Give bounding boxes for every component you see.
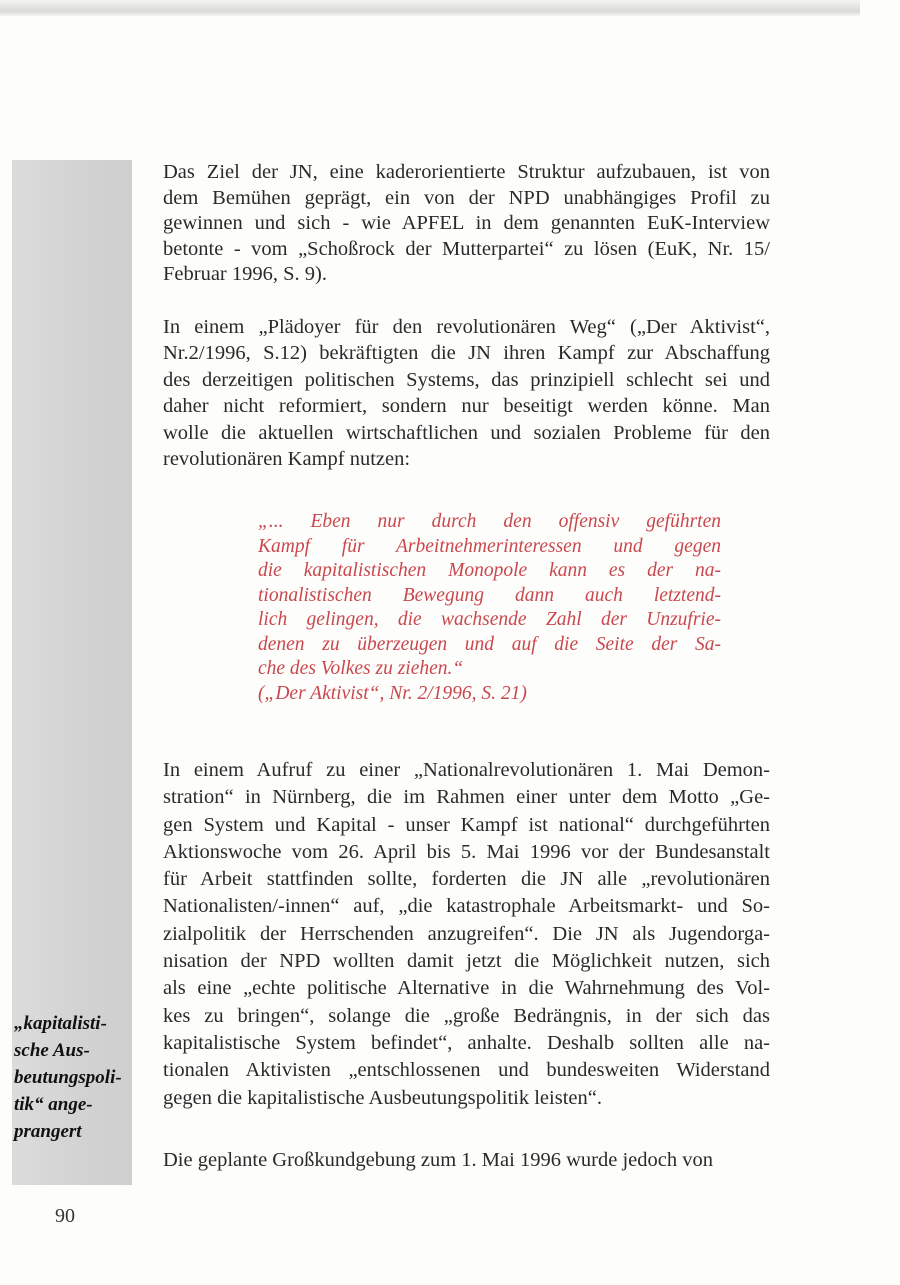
scan-edge <box>0 0 860 16</box>
block-quote <box>258 510 721 706</box>
text-line: zialpolitik der Herrschenden anzugreifen“. Die JN als Jugendorga- <box>163 922 770 945</box>
text-line: denen zu überzeugen und auf die Seite der Sa- <box>258 633 721 655</box>
text-line: Die geplante Großkundgebung zum 1. Mai 1996 wurde jedoch von <box>163 1149 713 1171</box>
text-line: wolle die aktuellen wirtschaftlichen und sozialen Probleme für den <box>163 421 770 444</box>
text-line: des derzeitigen politischen Systems, das prinzipiell schlecht sei und <box>163 368 770 391</box>
text-line: stration“ in Nürnberg, die im Rahmen einer unter dem Motto „Ge- <box>163 786 770 809</box>
text-line: dem Bemühen geprägt, ein von der NPD unabhängiges Profil zu <box>163 186 770 209</box>
text-line: tionalistischen Bewegung dann auch letztend- <box>258 584 721 606</box>
paragraph-2 <box>163 314 770 472</box>
text-line: gewinnen und sich - wie APFEL in dem genannten EuK-Interview <box>163 212 770 234</box>
text-line: kes zu bringen“, solange die „große Bedrängnis, in der sich das <box>163 1004 770 1027</box>
paragraph-4 <box>163 1147 770 1174</box>
margin-note <box>14 1010 122 1145</box>
text-line: gen System und Kapital - unser Kampf ist national“ durchgeführten <box>163 813 770 836</box>
text-line: lich gelingen, die wachsende Zahl der Unzufrie- <box>258 609 721 630</box>
text-line: che des Volkes zu ziehen.“ <box>258 658 464 679</box>
text-line: beutungspoli- <box>14 1067 122 1088</box>
text-line: In einem „Plädoyer für den revolutionären Weg“ („Der Aktivist“, <box>163 316 770 338</box>
text-line: „... Eben nur durch den offensiv geführten <box>258 511 721 532</box>
text-line: Nationalisten/-innen“ auf, „die katastrophale Arbeitsmarkt- und So- <box>163 895 770 918</box>
text-line: Kampf für Arbeitnehmerinteressen und gegen <box>258 535 721 557</box>
paragraph-3 <box>163 757 770 1112</box>
text-line: daher nicht reformiert, sondern nur beseitigt werden könne. Man <box>163 395 770 418</box>
page-number: 90 <box>55 1205 75 1227</box>
text-line: In einem Aufruf zu einer „Nationalrevolutionären 1. Mai Demon- <box>163 759 770 781</box>
paragraph-1 <box>163 160 770 288</box>
text-line: revolutionären Kampf nutzen: <box>163 447 411 470</box>
text-line: tionalen Aktivisten „entschlossenen und bundesweiten Widerstand <box>163 1059 770 1082</box>
text-line: als eine „echte politische Alternative in die Wahrnehmung des Vol- <box>163 977 770 1000</box>
text-line: „kapitalisti- <box>14 1013 107 1034</box>
text-line: Februar 1996, S. 9). <box>163 263 327 285</box>
text-line: nisation der NPD wollten damit jetzt die Möglichkeit nutzen, sich <box>163 950 770 973</box>
text-line: tik“ ange- <box>14 1094 93 1115</box>
text-line: kapitalistische System befindet“, anhalte. Deshalb sollten alle na- <box>163 1031 770 1054</box>
text-line: für Arbeit stattfinden sollte, forderten die JN alle „revolutionären <box>163 868 770 891</box>
text-line: Das Ziel der JN, eine kaderorientierte Struktur aufzubauen, ist von <box>163 161 770 183</box>
text-line: Nr.2/1996, S.12) bekräftigten die JN ihren Kampf zur Abschaffung <box>163 342 770 365</box>
text-line: („Der Aktivist“, Nr. 2/1996, S. 21) <box>258 682 527 704</box>
text-line: sche Aus- <box>14 1040 90 1061</box>
text-line: gegen die kapitalistische Ausbeutungspolitik leisten“. <box>163 1086 602 1109</box>
text-line: prangert <box>14 1121 82 1142</box>
text-line: betonte - vom „Schoßrock der Mutterpartei“ zu lösen (EuK, Nr. 15/ <box>163 237 770 260</box>
text-line: die kapitalistischen Monopole kann es der na- <box>258 560 721 581</box>
text-line: Aktionswoche vom 26. April bis 5. Mai 1996 vor der Bundesanstalt <box>163 840 770 863</box>
